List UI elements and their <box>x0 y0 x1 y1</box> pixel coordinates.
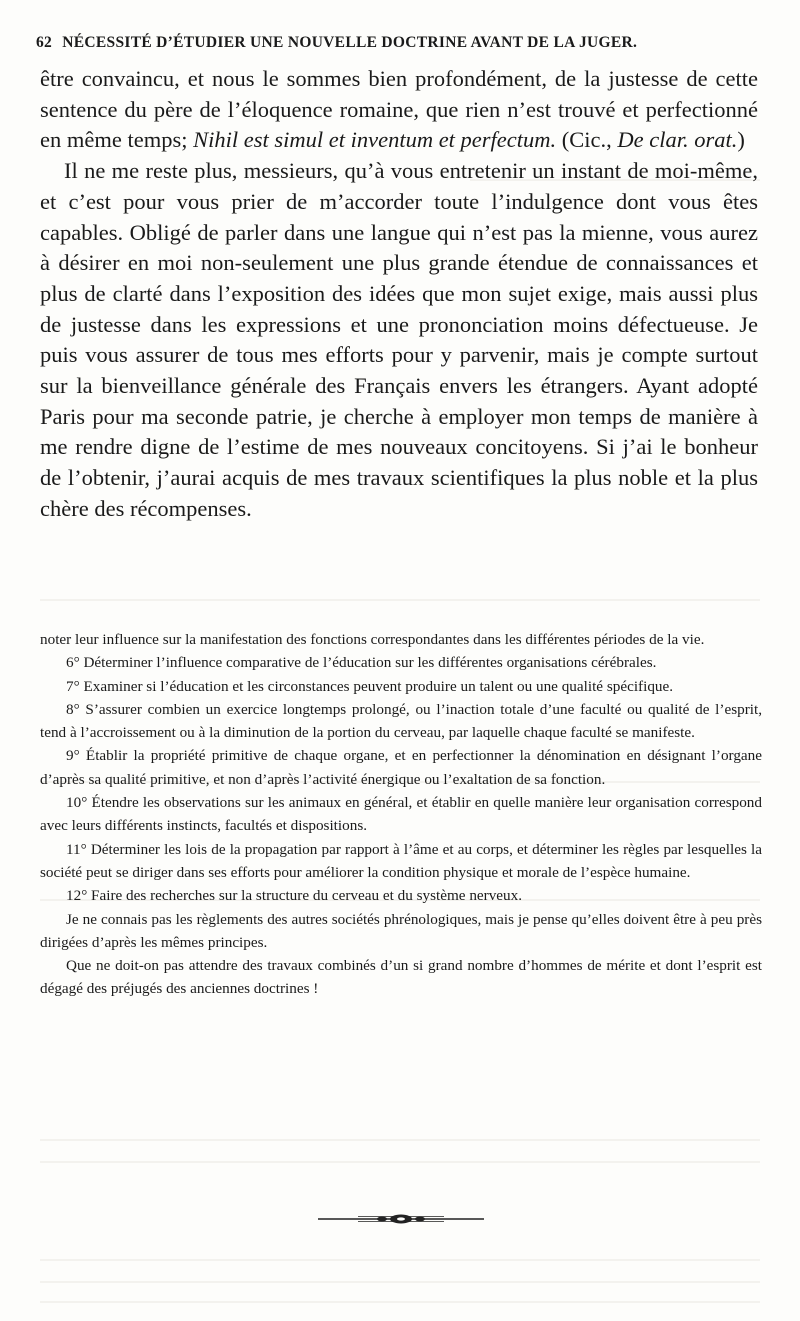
chapter-title: NÉCESSITÉ D’ÉTUDIER UNE NOUVELLE DOCTRINE AVANT DE LA JUGER. <box>62 34 638 51</box>
main-text <box>40 64 758 525</box>
footnote-conclusion: Que ne doit-on pas attendre des travaux combinés d’un si grand nombre d’hommes de mérite et dont l’esprit est dégagé des préjugés des anciennes doctrines ! <box>40 957 762 998</box>
footnote-item-12: 12° Faire des recherches sur la structure du cerveau et du système nerveux. <box>66 887 523 905</box>
running-head <box>36 34 766 58</box>
footnote-item-7: 7° Examiner si l’éducation et les circonstances peuvent produire un talent ou une qualité spécifique. <box>66 677 674 695</box>
citation-title: De clar. orat. <box>617 127 738 153</box>
paragraph-lead: être convaincu, et nous le sommes bien profondément, de la justesse de cette sentence du père de l’éloquence romaine, que rien n’est trouvé et perfectionné en même temps; <box>40 66 758 153</box>
page-number: 62 <box>36 34 53 51</box>
footnotes <box>40 628 762 1001</box>
end-ornament <box>318 1213 484 1225</box>
citation-open: (Cic., <box>561 127 618 153</box>
paragraph-closing: Il ne me reste plus, messieurs, qu’à vous entretenir un instant de moi-même, et c’est pour vous prier de m’accorder toute l’indulgence dont vous êtes capables. Obligé de parler dans une langue qui n’est pas la mienne, vous aurez à désirer en moi non-seulement une plus grande étendue de connaissances et plus de clarté dans l’exposition des idées que mon sujet exige, mais aussi plus de justesse dans les expressions et une prononciation moins défectueuse. Je puis vous assurer de tous mes efforts pour y parvenir, mais je compte surtout sur la bienveillance générale des Français envers les étrangers. Ayant adopté Paris pour ma seconde patrie, je cherche à employer mon temps de manière à me rendre digne de l’estime de mes nouveaux concitoyens. Si j’ai le bonheur de l’obtenir, j’aurai acquis de mes travaux scientifiques la plus noble et la plus chère des récompenses. <box>40 158 758 521</box>
footnote-continued: noter leur influence sur la manifestation des fonctions correspondantes dans les différentes périodes de la vie. <box>40 631 705 648</box>
footnote-item-8: 8° S’assurer combien un exercice longtemps prolongé, ou l’inaction totale d’une faculté ou qualité de l’esprit, tend à l’accroissement ou à la diminution de la portion du cerveau, par laquelle chaque faculté se manifeste. <box>40 700 762 742</box>
paragraph-continued <box>40 64 758 156</box>
latin-quote: Nihil est simul et inventum et perfectum. <box>193 127 557 153</box>
footnote-item-6: 6° Déterminer l’influence comparative de l’éducation sur les différentes organisations cérébrales. <box>66 654 657 672</box>
citation-close: ) <box>737 127 745 153</box>
footnote-item-9: 9° Établir la propriété primitive de chaque organe, et en perfectionner la dénomination en désignant l’organe d’après sa qualité primitive, et non d’après l’activité énergique ou l’exaltation de sa fonction. <box>40 747 762 788</box>
footnote-item-10: 10° Étendre les observations sur les animaux en général, et établir en quelle manière leur organisation correspond avec leurs différents instincts, facultés et dispositions. <box>40 794 762 835</box>
footnote-remark: Je ne connais pas les règlements des autres sociétés phrénologiques, mais je pense qu’elles doivent être à peu près dirigées d’après les mêmes principes. <box>40 910 762 951</box>
footnote-item-11: 11° Déterminer les lois de la propagation par rapport à l’âme et au corps, et déterminer les règles par lesquelles la société peut se diriger dans ses efforts pour améliorer la condition physique et morale de l’espèce humaine. <box>40 840 762 881</box>
